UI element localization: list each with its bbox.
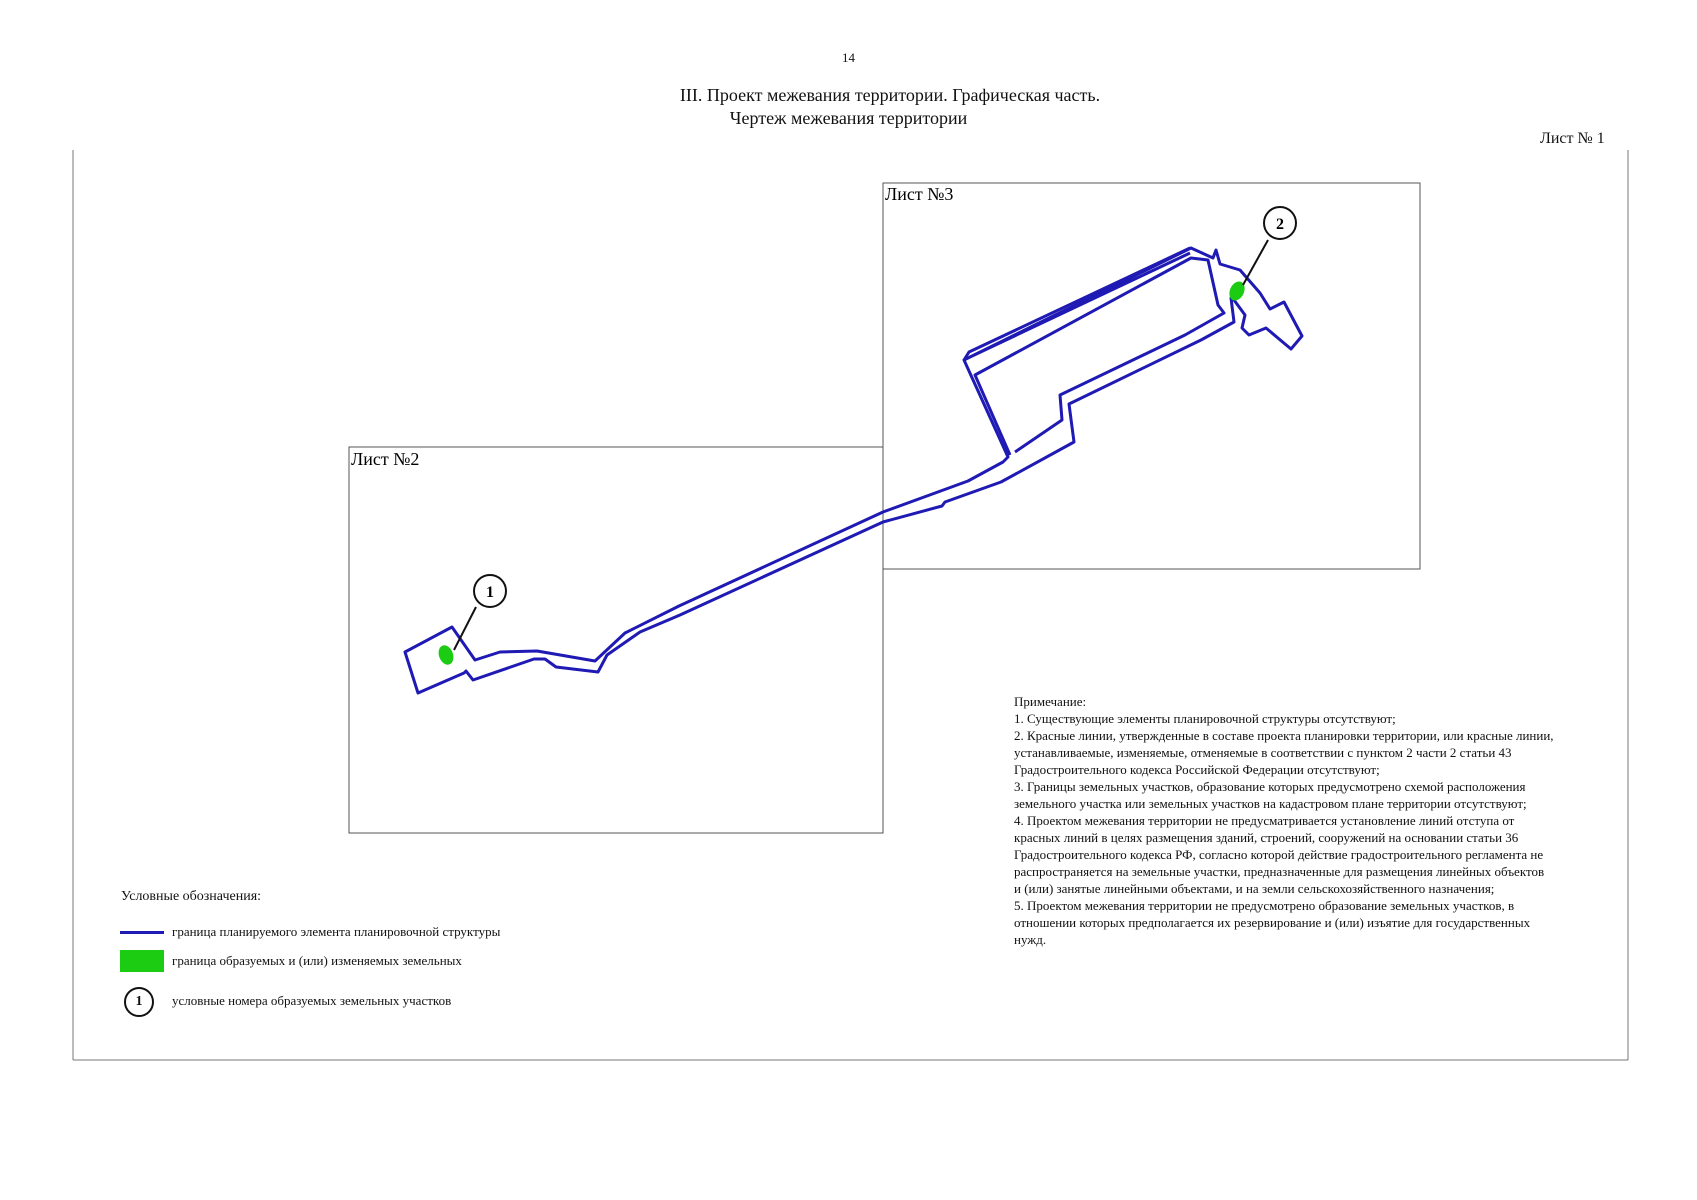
frame-sheet-3[interactable] bbox=[883, 183, 1420, 569]
line-swatch-icon bbox=[120, 931, 164, 934]
notes-heading: Примечание: bbox=[1014, 694, 1087, 709]
note-item-1: 1. Существующие элементы планировочной структуры отсутствуют; bbox=[1014, 711, 1396, 726]
sheet-number: Лист № 1 bbox=[1540, 130, 1605, 147]
planning-boundary-inner-line bbox=[964, 248, 1224, 455]
drawing-title: Чертеж межевания территории bbox=[729, 108, 968, 128]
notes-block bbox=[1014, 693, 1554, 948]
legend-item-label: граница образуемых и (или) изменяемых земельных bbox=[172, 953, 462, 968]
land-plot-1[interactable] bbox=[436, 643, 456, 667]
legend-item-boundary-line bbox=[120, 919, 620, 947]
page-title: III. Проект межевания территории. Графическая часть. bbox=[679, 85, 1101, 105]
planning-boundary-line[interactable] bbox=[405, 248, 1302, 693]
frame-sheet-2-label: Лист №2 bbox=[351, 449, 420, 469]
plot-1-number: 1 bbox=[486, 584, 494, 601]
legend-item-label: условные номера образуемых земельных участков bbox=[172, 993, 452, 1008]
legend-item-plot-number bbox=[120, 987, 620, 1015]
legend-title: Условные обозначения: bbox=[121, 889, 262, 904]
legend-item-land-plot-fill bbox=[120, 948, 620, 976]
note-item-3: 3. Границы земельных участков, образование которых предусмотрено схемой расположения земельного участка или земельных участков на кадастровом плане территории отсутствуют; bbox=[1014, 779, 1527, 811]
plot-2-leader-line bbox=[1243, 240, 1268, 285]
note-item-2: 2. Красные линии, утвержденные в составе проекта планировки территории, или красные линии, устанавливаемые, изменяемые, отменяемые в соответствии с пунктом 2 части 2 статьи 43 Градостроительного кодекса Российской Федерации отсутствуют; bbox=[1014, 728, 1554, 777]
fill-swatch-icon bbox=[120, 950, 164, 972]
note-item-5: 5. Проектом межевания территории не предусмотрено образование земельных участков, в отношении которых предполагается их резервирование и (или) изъятие для государственных нужд. bbox=[1014, 898, 1531, 947]
page-number: 14 bbox=[842, 50, 855, 65]
legend-item-label: граница планируемого элемента планировочной структуры bbox=[172, 924, 501, 939]
frame-sheet-3-label: Лист №3 bbox=[885, 184, 954, 204]
note-item-4: 4. Проектом межевания территории не предусматривается установление линий отступа от красных линий в целях размещения зданий, строений, сооружений на основании статьи 36 Градостроительного кодекса РФ, согласно которой действие градостроительного регламента не распространяется на земельные участки, предназначенные для размещения линейных объектов и (или) занятые линейными объектами, и на земли сельскохозяйственного назначения; bbox=[1014, 813, 1545, 896]
numbered-circle-icon: 1 bbox=[124, 987, 154, 1017]
plot-2-number: 2 bbox=[1276, 216, 1284, 233]
